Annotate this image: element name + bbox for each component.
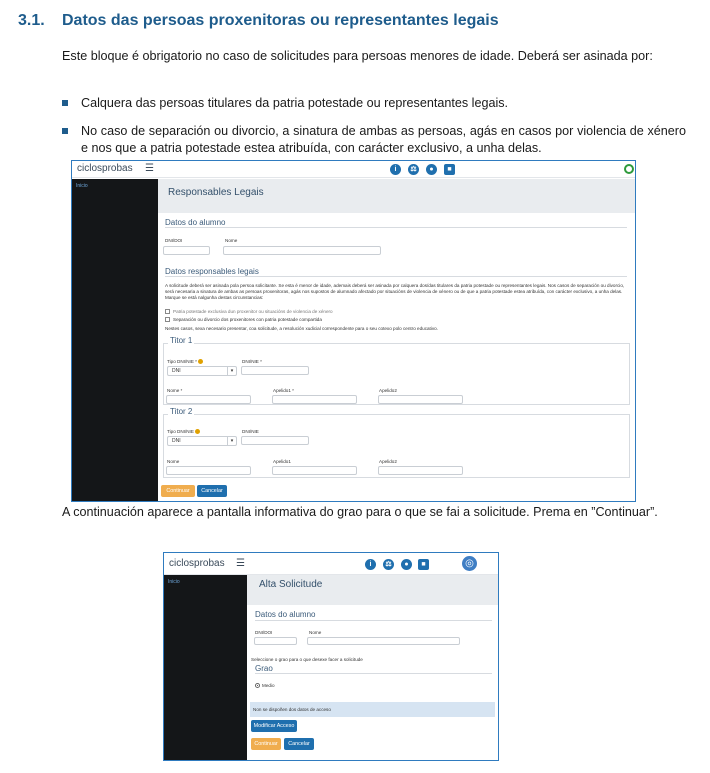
chevron-down-icon: ▾ — [227, 367, 236, 375]
nome-input[interactable] — [307, 637, 460, 645]
section-number: 3.1. — [18, 12, 45, 29]
chat-icon[interactable]: ■ — [418, 559, 429, 570]
page-title-bar — [247, 575, 498, 605]
continue-paragraph: A continuación aparece a pantalla informativa do grao para o que se fai a solicitude. Prema en ”Continuar”. — [62, 505, 658, 519]
sidebar-item-inicio[interactable]: Inicio — [168, 579, 180, 585]
nome-label: Nome — [225, 238, 238, 243]
divorce-checkbox[interactable] — [165, 317, 170, 322]
app-topbar — [72, 161, 635, 178]
accessibility-icon[interactable]: ● — [426, 164, 437, 175]
main-content — [247, 575, 498, 760]
menu-icon[interactable]: ☰ — [145, 163, 154, 174]
titor1-nome-label: Nome * — [167, 388, 183, 393]
dni-input[interactable] — [254, 637, 297, 645]
bullet-marker — [62, 100, 68, 106]
main-content — [158, 179, 635, 501]
dni-label: DNI/DOI — [255, 630, 273, 635]
titor2-nome-input[interactable] — [166, 466, 251, 475]
exclusive-custody-label: Patria potestade exclusiva dun proxenitor ou situacións de violencia de xénero — [173, 309, 333, 314]
exclusive-custody-checkbox[interactable] — [165, 309, 170, 314]
titor1-title: Titor 1 — [170, 336, 193, 345]
titor1-tipo-select[interactable]: DNI ▾ — [167, 366, 237, 376]
cancelar-button[interactable]: Cancelar — [197, 485, 227, 497]
divider — [165, 227, 627, 228]
titor2-apelido1-label: Apelido1 — [273, 459, 291, 464]
sidebar-item-inicio[interactable]: Inicio — [76, 183, 88, 189]
divider — [255, 673, 492, 674]
titor2-apelido1-input[interactable] — [272, 466, 357, 475]
legend-datos-responsables: Datos responsables legais — [165, 267, 259, 276]
nome-label: Nome — [309, 630, 322, 635]
menu-icon[interactable]: ☰ — [236, 558, 245, 569]
section-heading — [18, 12, 499, 30]
screenshot-alta-solicitude — [163, 552, 499, 761]
section-title: Datos das persoas proxenitoras ou representantes legais — [62, 12, 499, 29]
titor1-apelido1-input[interactable] — [272, 395, 357, 404]
bullet-item-1 — [62, 95, 686, 112]
titor2-dni-input[interactable] — [241, 436, 309, 445]
continuar-button[interactable]: Continuar — [251, 738, 281, 750]
help-icon[interactable] — [195, 429, 200, 434]
info-alert — [250, 702, 495, 717]
titor1-dni-label: DNI/NIE * — [242, 359, 262, 364]
accessibility-icon[interactable]: ● — [401, 559, 412, 570]
judicial-note: Nestes casos, sexa necesario presentar, coa solicitude, a resolución xudicial correspondente para o seu cotexo polo centro educativo. — [165, 326, 438, 331]
titor2-nome-label: Nome — [167, 459, 180, 464]
sidebar — [164, 575, 247, 760]
titor2-tipo-select[interactable]: DNI ▾ — [167, 436, 237, 446]
app-brand: ciclosprobas — [169, 558, 225, 569]
help-icon[interactable] — [198, 359, 203, 364]
grao-medio-label: Medio — [262, 683, 275, 688]
page-title-bar — [158, 179, 635, 213]
legend-grao: Grao — [255, 664, 273, 673]
sidebar — [72, 179, 158, 501]
scale-icon[interactable]: ⚖ — [408, 164, 419, 175]
bullet-item-2 — [62, 123, 686, 157]
titor2-apelido2-label: Apelido2 — [379, 459, 397, 464]
screenshot-responsables-legais — [71, 160, 636, 502]
legend-datos-alumno: Datos do alumno — [255, 610, 316, 619]
page-title: Alta Solicitude — [259, 579, 323, 590]
info-icon[interactable]: i — [365, 559, 376, 570]
nome-input[interactable] — [223, 246, 381, 255]
responsables-info-text: A solicitude deberá ser asinada pola persoa solicitante. Se esta é menor de idade, ademais deberá ser asinada por calquera dos/das titulares da patria potestade ou representantes legais. Nos casos de separación ou divorcio, será necesaria a sinatura de ambas as persoas proxenitoras, agás nos supostos de alumnado afectado por situacións de violencia de xénero ou de que a patria potestade estea atribuída, con carácter exclusivo, a unha delas. Marque se está nalgunha destas circunstancias: — [165, 283, 625, 301]
app-brand: ciclosprobas — [77, 163, 133, 174]
chat-icon[interactable]: ■ — [444, 164, 455, 175]
titor2-dni-label: DNI/NIE — [242, 429, 259, 434]
titor1-tipo-label: Tipo DNI/NIE * — [167, 359, 203, 364]
bullet-text-1: Calquera das persoas titulares da patria potestade ou representantes legais. — [81, 96, 509, 110]
divorce-label: Separación ou divorcio dos proxenitores con patria potestade compartida — [173, 317, 322, 322]
modificar-acceso-button[interactable]: Modificar Acceso — [251, 720, 297, 732]
bullet-marker — [62, 128, 68, 134]
bullet-text-2: No caso de separación ou divorcio, a sinatura de ambas as persoas, agás en casos por violencia de xénero e nos que a patria potestade estea atribuída, con carácter exclusivo, a unha delas. — [81, 124, 686, 155]
info-alert-text: Non se dispoñen dos datos de acceso — [253, 707, 331, 712]
cancelar-button[interactable]: Cancelar — [284, 738, 314, 750]
intro-paragraph: Este bloque é obrigatorio no caso de solicitudes para persoas menores de idade. Deberá ser asinada por: — [62, 49, 653, 63]
chevron-down-icon: ▾ — [227, 437, 236, 445]
dni-label: DNI/DOI — [165, 238, 183, 243]
titor1-apelido2-label: Apelido2 — [379, 388, 397, 393]
divider — [255, 620, 492, 621]
globe-icon[interactable]: ◎ — [462, 556, 477, 571]
scale-icon[interactable]: ⚖ — [383, 559, 394, 570]
divider — [165, 276, 627, 277]
continuar-button[interactable]: Continuar — [161, 485, 195, 497]
grao-medio-radio[interactable] — [255, 683, 260, 688]
titor1-apelido1-label: Apelido1 * — [273, 388, 294, 393]
titor2-tipo-label: Tipo DNI/NIE — [167, 429, 200, 434]
titor2-title: Titor 2 — [170, 407, 193, 416]
grao-intro: Seleccione o grao para o que desexe facer a solicitude — [251, 657, 363, 662]
titor1-nome-input[interactable] — [166, 395, 251, 404]
titor1-apelido2-input[interactable] — [378, 395, 463, 404]
info-icon[interactable]: i — [390, 164, 401, 175]
dni-input[interactable] — [163, 246, 210, 255]
app-topbar — [164, 553, 498, 575]
power-icon[interactable] — [624, 164, 634, 174]
titor2-apelido2-input[interactable] — [378, 466, 463, 475]
legend-datos-alumno: Datos do alumno — [165, 218, 226, 227]
page-title: Responsables Legais — [168, 187, 264, 198]
titor1-dni-input[interactable] — [241, 366, 309, 375]
